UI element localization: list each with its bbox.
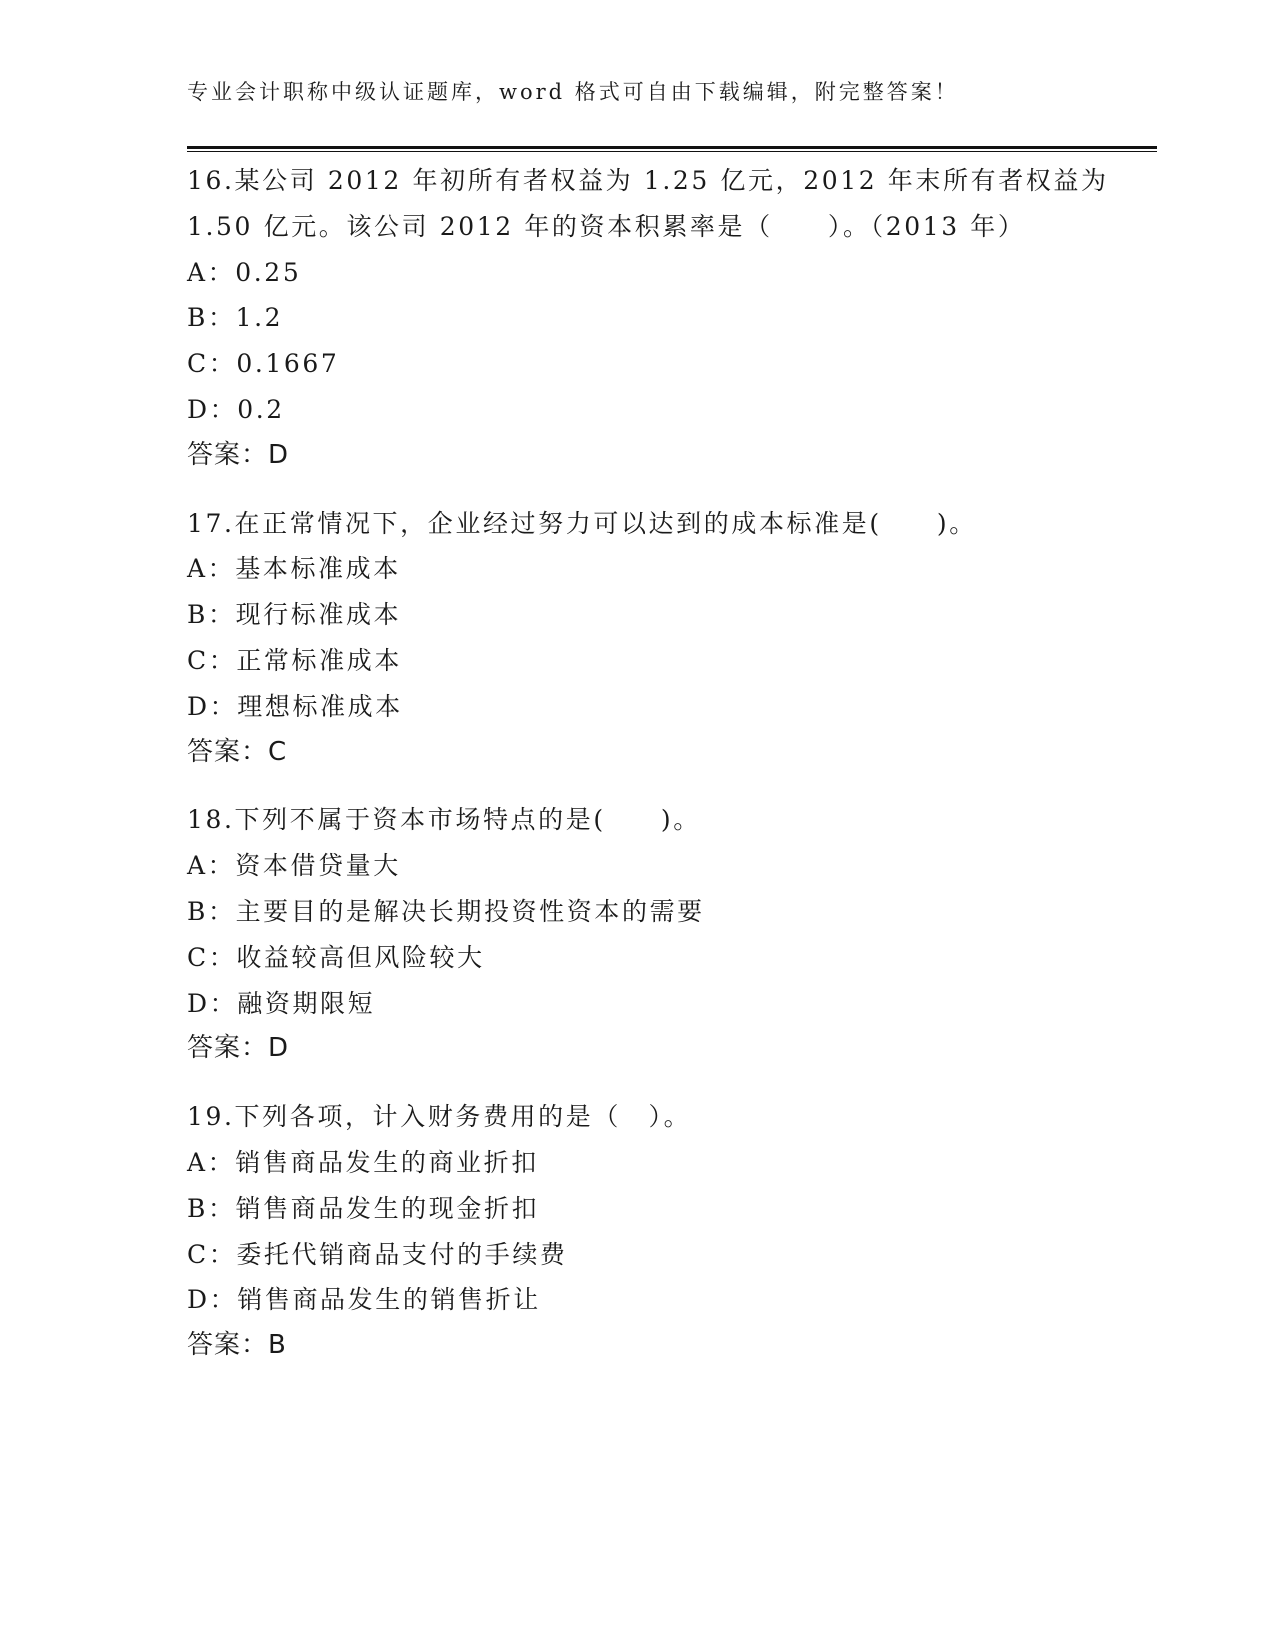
option-b: B：1.2 xyxy=(187,303,284,333)
answer-label: 答案：D xyxy=(187,439,290,470)
question-list xyxy=(187,158,1107,1391)
option-c: C：委托代销商品支付的手续费 xyxy=(187,1239,568,1269)
option-a: A：销售商品发生的商业折扣 xyxy=(187,1147,539,1177)
option-a: A：基本标准成本 xyxy=(187,554,401,584)
option-a: A：资本借贷量大 xyxy=(187,851,401,881)
question-stem: 16.某公司 2012 年初所有者权益为 1.25 亿元，2012 年末所有者权益为 xyxy=(187,166,1109,195)
question-stem: 1.50 亿元。该公司 2012 年的资本积累率是（ ）。（2013 年） xyxy=(187,211,1026,241)
answer-label: 答案：C xyxy=(187,736,288,767)
option-d: D：融资期限短 xyxy=(187,988,376,1018)
option-d: D：销售商品发生的销售折让 xyxy=(187,1285,541,1315)
option-c: C：收益较高但风险较大 xyxy=(187,942,485,972)
question-18 xyxy=(187,797,1107,1072)
option-d: D：0.2 xyxy=(187,394,285,424)
question-19 xyxy=(187,1094,1107,1369)
question-stem: 18.下列不属于资本市场特点的是( )。 xyxy=(187,805,701,835)
answer-label: 答案：B xyxy=(187,1330,287,1361)
answer-label: 答案：D xyxy=(187,1033,290,1064)
option-d: D：理想标准成本 xyxy=(187,691,403,721)
question-16 xyxy=(187,158,1107,479)
header-divider xyxy=(187,146,1157,152)
option-b: B：主要目的是解决长期投资性资本的需要 xyxy=(187,896,705,926)
option-b: B：现行标准成本 xyxy=(187,600,402,630)
option-a: A：0.25 xyxy=(187,257,302,287)
question-stem: 17.在正常情况下，企业经过努力可以达到的成本标准是( )。 xyxy=(187,508,977,538)
question-stem: 19.下列各项，计入财务费用的是（ ）。 xyxy=(187,1102,692,1132)
page-header: 专业会计职称中级认证题库，word 格式可自由下载编辑，附完整答案！ xyxy=(187,80,959,104)
option-c: C：0.1667 xyxy=(187,349,340,379)
option-b: B：销售商品发生的现金折扣 xyxy=(187,1193,540,1223)
question-17 xyxy=(187,501,1107,776)
option-c: C：正常标准成本 xyxy=(187,645,402,675)
